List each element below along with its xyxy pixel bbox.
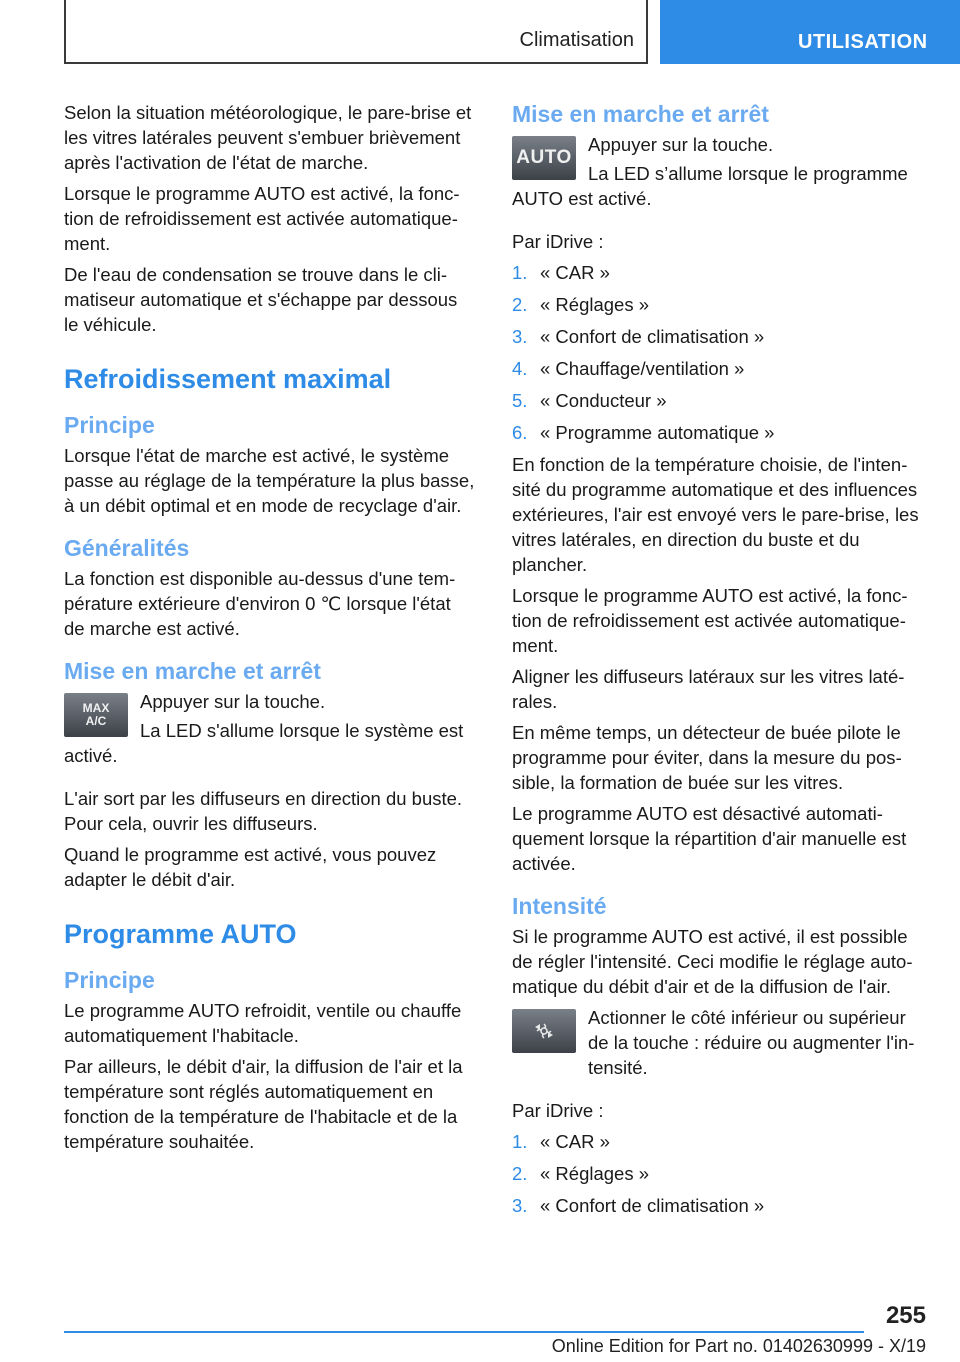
fan-icon (512, 1009, 576, 1053)
list-item: 1. « CAR » (512, 1131, 610, 1152)
max-ac-instruction (64, 689, 476, 772)
subheading-generalites: Généralités (64, 535, 190, 561)
idrive-label: Par iDrive : (512, 1100, 604, 1121)
list-item: 5. « Conducteur » (512, 390, 667, 411)
paragraph: De l'eau de condensation se trouve dans le climatiseur automatique et s'échappe par dessous le véhicule. (64, 264, 458, 335)
right-column (512, 100, 924, 1225)
paragraph: L'air sort par les diffuseurs en direction du buste. Pour cela, ouvrir les diffuseurs. (64, 788, 463, 834)
paragraph: Le programme AUTO refroidit, ventile ou chauffe automatiquement l'habitacle. (64, 1000, 462, 1046)
paragraph: Lorsque le programme AUTO est activé, la fonction de refroidissement est activée automatiquement. (64, 183, 460, 254)
paragraph: Appuyer sur la touche. (588, 134, 774, 155)
page-number: 255 (885, 1302, 926, 1329)
fan-arrows-icon (531, 1021, 557, 1041)
paragraph: La LED s'allume lorsque le système est activé. (64, 720, 464, 766)
idrive-steps-2 (512, 1129, 924, 1218)
max-ac-label-line2: A/C (85, 714, 107, 728)
list-item: 6. « Programme automatique » (512, 422, 775, 443)
paragraph: Aligner les diffuseurs latéraux sur les vitres latérales. (512, 666, 905, 712)
heading-refroidissement: Refroidissement maximal (64, 364, 392, 394)
list-item: 4. « Chauffage/ventilation » (512, 358, 745, 379)
list-item: 2. « Réglages » (512, 294, 650, 315)
list-item: 2. « Réglages » (512, 1163, 650, 1184)
paragraph: Si le programme AUTO est activé, il est possible de régler l'intensité. Ceci modifie le réglage automatique du débit d'air et de la diffusion de l'air. (512, 926, 913, 997)
paragraph: Quand le programme est activé, vous pouvez adapter le débit d'air. (64, 844, 437, 890)
paragraph: Par ailleurs, le débit d'air, la diffusion de l'air et la température sont réglés automatiquement en fonction de la température de l'habitacle et de la température souhaitée. (64, 1056, 463, 1152)
paragraph: En même temps, un détecteur de buée pilote le programme pour éviter, dans la mesure du possible, la formation de buée sur les vitres. (512, 722, 902, 793)
max-ac-button-icon (64, 693, 128, 737)
idrive-steps (512, 260, 924, 445)
paragraph: La LED s’allume lorsque le programme AUTO est activé. (512, 163, 908, 209)
footer-divider (64, 1331, 864, 1333)
paragraph: Appuyer sur la touche. (140, 691, 326, 712)
subheading-principe: Principe (64, 412, 155, 438)
subheading-mise-en-marche: Mise en marche et arrêt (64, 658, 321, 684)
list-item: 3. « Confort de climatisation » (512, 326, 765, 347)
section-title: Climatisation (519, 29, 634, 51)
header-section-box (64, 0, 648, 64)
fan-instruction (512, 1005, 924, 1084)
paragraph: Actionner le côté inférieur ou supérieur de la touche : réduire ou augmenter l'intensité. (588, 1007, 915, 1078)
auto-button-icon: AUTO (512, 136, 576, 180)
chapter-title: UTILISATION (798, 31, 928, 53)
paragraph: En fonction de la température choisie, de l'intensité du programme automatique et des influences extérieures, l'air est envoyé vers le pare-brise, les vitres latérales, en direction du buste et du plancher. (512, 454, 919, 575)
paragraph: Lorsque le programme AUTO est activé, la fonction de refroidissement est activée automatiquement. (512, 585, 908, 656)
list-item: 1. « CAR » (512, 262, 610, 283)
left-column (64, 100, 476, 1160)
heading-programme-auto: Programme AUTO (64, 919, 297, 949)
chapter-tab (660, 0, 960, 64)
subheading-mise-en-marche: Mise en marche et arrêt (512, 101, 769, 127)
auto-instruction (512, 132, 924, 215)
max-ac-label-line1: MAX (82, 701, 110, 715)
subheading-intensite: Intensité (512, 893, 607, 919)
paragraph: La fonction est disponible au-dessus d'une température extérieure d'environ 0 ℃ lorsque l'état de marche est activé. (64, 568, 456, 639)
footer-edition: Online Edition for Part no. 01402630999 - X/19 (551, 1336, 926, 1356)
list-item: 3. « Confort de climatisation » (512, 1195, 765, 1216)
paragraph: Selon la situation météorologique, le pare-brise et les vitres latérales peuvent s'embuer brièvement après l'activation de l'état de marche. (64, 102, 472, 173)
idrive-label: Par iDrive : (512, 231, 604, 252)
subheading-principe: Principe (64, 967, 155, 993)
paragraph: Lorsque l'état de marche est activé, le système passe au réglage de la température la plus basse, à un débit optimal et en mode de recyclage d'air. (64, 445, 475, 516)
paragraph: Le programme AUTO est désactivé automatiquement lorsque la répartition d'air manuelle est activée. (512, 803, 907, 874)
